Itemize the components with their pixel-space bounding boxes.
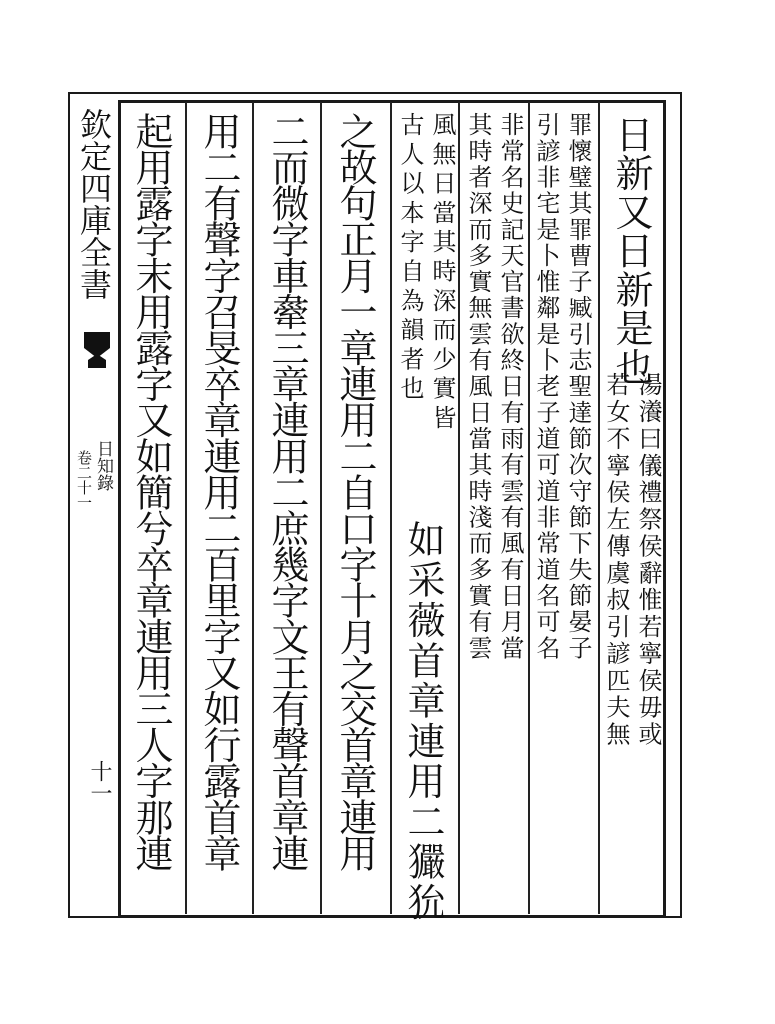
fishtail-mark — [82, 330, 112, 370]
text-column-8: 風無日當其時深而少實皆 — [428, 112, 456, 435]
text-column-9: 古人以本字自為韻者也 — [396, 112, 424, 405]
column-rule — [320, 102, 322, 914]
text-column-3: 若女不寧侯左傳虞叔引諺匹夫無 — [602, 372, 630, 749]
margin-volume: 卷二十一 — [75, 450, 93, 510]
margin-book-name: 日知錄 — [93, 440, 113, 491]
text-column-13: 用二有聲字召旻卒章連用二百里字又如行露首章 — [197, 112, 241, 871]
text-column-14: 起用露字末用露字又如簡兮卒章連用三人字那連 — [129, 112, 173, 871]
column-rule — [185, 102, 187, 914]
text-column-11: 之故句正月一章連用二自口字十月之交首章連用 — [333, 112, 377, 871]
text-column-2: 湯瀁曰儀禮祭侯辭惟若寧侯毋或 — [634, 372, 662, 749]
column-rule — [598, 102, 600, 914]
text-column-6: 非常名史記天官書欲終日有雨有雲有風有日月當 — [496, 112, 524, 662]
column-rule — [390, 102, 392, 914]
text-column-10: 如采薇首章連用二玁狁 — [401, 520, 445, 923]
text-column-12: 二而微字車舝三章連用二庶幾字文王有聲首章連 — [265, 112, 309, 871]
column-rule — [458, 102, 460, 914]
column-rule — [528, 102, 530, 914]
margin-title: 欽定四庫全書 — [75, 108, 113, 300]
text-column-1: 日新又日新是也 — [609, 115, 653, 387]
text-column-7: 其時者深而多實無雲有風日當其時淺而多實有雲 — [464, 112, 492, 662]
margin-page-number: 十一 — [87, 760, 112, 804]
text-column-5: 引諺非宅是卜惟鄰是卜老子道可道非常道名可名 — [532, 112, 560, 662]
text-column-4: 罪懷璧其罪曹子臧引志聖達節次守節下失節晏子 — [564, 112, 592, 662]
column-rule — [252, 102, 254, 914]
